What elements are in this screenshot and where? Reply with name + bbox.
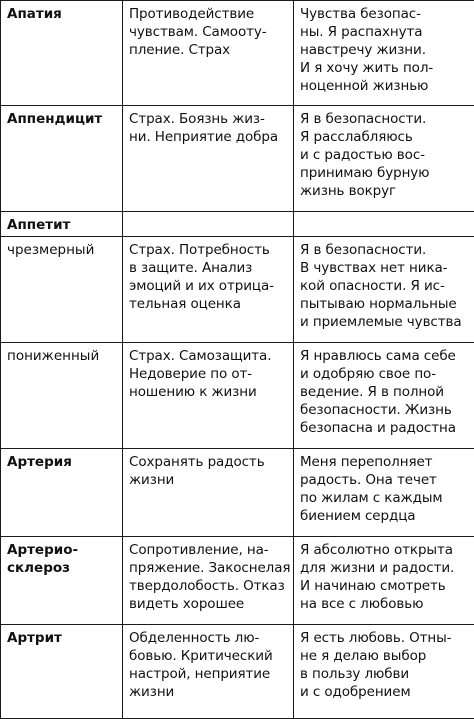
affirmation-line: биением сердца: [300, 508, 416, 524]
term-line: Аппетит: [7, 217, 71, 233]
affirmation-line: в пользу любви: [300, 666, 410, 682]
term-line: Артерия: [7, 454, 72, 470]
affirmation-line: Чувства безопас-: [300, 6, 421, 22]
affirmation-line: принимаю бурную: [300, 165, 430, 181]
cause-line: бовью. Критический: [129, 648, 273, 664]
affirmation-line: жизнь вокруг: [300, 183, 397, 199]
term-cell: [1, 237, 123, 343]
cause-line: Сохранять радость: [129, 454, 265, 470]
affirmation-cell: [294, 106, 474, 212]
cause-line: Страх. Боязнь жиз-: [129, 111, 265, 127]
term-cell: [1, 625, 123, 719]
cause-line: Недоверие по от-: [129, 366, 253, 382]
cause-cell: [123, 237, 294, 343]
cause-cell: [123, 343, 294, 449]
cause-line: настрой, неприятие: [129, 666, 271, 682]
affirmation-cell: [294, 537, 474, 625]
affirmation-cell: [294, 449, 474, 537]
affirmation-line: Я есть любовь. Отны-: [300, 630, 452, 646]
affirmation-line: кой опасности. Я ис-: [300, 278, 445, 294]
cause-line: чувствам. Самооту-: [129, 24, 267, 40]
affirmation-line: по жилам с каждым: [300, 490, 443, 506]
cause-line: Противодействие: [129, 6, 255, 22]
term-line: чрезмерный: [7, 242, 95, 258]
table-row: [1, 212, 474, 237]
table-row: [1, 237, 474, 343]
cause-line: Страх. Потребность: [129, 242, 270, 258]
affirmation-cell: [294, 212, 474, 237]
cause-line: в защите. Анализ: [129, 260, 253, 276]
cause-cell: [123, 212, 294, 237]
cause-cell: [123, 106, 294, 212]
table-row: [1, 343, 474, 449]
affirmation-line: Я в безопасности.: [300, 242, 427, 258]
cause-cell: [123, 625, 294, 719]
cause-cell: [123, 537, 294, 625]
cause-line: жизни: [129, 684, 175, 700]
cause-line: ни. Неприятие добра: [129, 129, 279, 145]
cause-line: видеть хорошее: [129, 596, 245, 612]
table-row: [1, 537, 474, 625]
cause-line: пряжение. Закоснелая: [129, 560, 291, 576]
affirmation-line: не я делаю выбор: [300, 648, 427, 664]
affirmation-line: навстречу жизни.: [300, 42, 426, 58]
affirmation-line: Я нравлюсь сама себе: [300, 348, 456, 364]
term-line: Артрит: [7, 630, 62, 646]
cause-cell: [123, 1, 294, 106]
affirmation-line: ведение. Я в полной: [300, 384, 444, 400]
affirmation-line: Я абсолютно открыта: [300, 542, 453, 558]
term-line: Артерио-: [7, 542, 79, 558]
cause-line: пление. Страх: [129, 42, 231, 58]
cause-line: Сопротивление, на-: [129, 542, 269, 558]
term-cell: [1, 106, 123, 212]
cause-line: эмоций и их отрица-: [129, 278, 274, 294]
table-row: [1, 106, 474, 212]
affirmation-line: Я в безопасности.: [300, 111, 427, 127]
affirmation-line: радость. Она течет: [300, 472, 437, 488]
affirmation-line: И я хочу жить пол-: [300, 60, 434, 76]
affirmation-line: для жизни и радости.: [300, 560, 455, 576]
term-cell: [1, 212, 123, 237]
cause-cell: [123, 449, 294, 537]
affirmation-line: ноценной жизнью: [300, 78, 429, 94]
term-line: Аппендицит: [7, 111, 103, 127]
cause-line: Страх. Самозащита.: [129, 348, 272, 364]
term-cell: [1, 1, 123, 106]
term-line: Апатия: [7, 6, 62, 22]
affirmation-line: и с радостью вос-: [300, 147, 425, 163]
affirmation-line: Меня переполняет: [300, 454, 433, 470]
affirmation-cell: [294, 343, 474, 449]
affirmation-cell: [294, 1, 474, 106]
cause-line: жизни: [129, 472, 175, 488]
term-cell: [1, 449, 123, 537]
affirmation-line: и с одобрением: [300, 684, 411, 700]
affirmation-line: И начинаю смотреть: [300, 578, 446, 594]
affirmation-line: В чувствах нет ника-: [300, 260, 448, 276]
affirmation-line: на все с любовью: [300, 596, 424, 612]
table-row: [1, 1, 474, 106]
affirmation-line: Я расслабляюсь: [300, 129, 413, 145]
table-row: [1, 449, 474, 537]
affirmation-line: и одобряю свое по-: [300, 366, 436, 382]
affirmation-line: безопасна и радостна: [300, 420, 456, 436]
term-cell: [1, 537, 123, 625]
affirmation-cell: [294, 625, 474, 719]
cause-line: тельная оценка: [129, 296, 241, 312]
term-cell: [1, 343, 123, 449]
affirmation-line: безопасности. Жизнь: [300, 402, 452, 418]
cause-line: твердолобость. Отказ: [129, 578, 285, 594]
term-line: склероз: [7, 560, 70, 576]
term-line: пониженный: [7, 348, 100, 364]
table-body: [1, 1, 474, 719]
affirmation-line: и приемлемые чувства: [300, 314, 462, 330]
cause-line: ношению к жизни: [129, 384, 257, 400]
affirmation-line: ны. Я распахнута: [300, 24, 423, 40]
table-row: [1, 625, 474, 719]
affirmation-cell: [294, 237, 474, 343]
cause-line: Обделенность лю-: [129, 630, 260, 646]
affirmation-line: пытываю нормальные: [300, 296, 457, 312]
